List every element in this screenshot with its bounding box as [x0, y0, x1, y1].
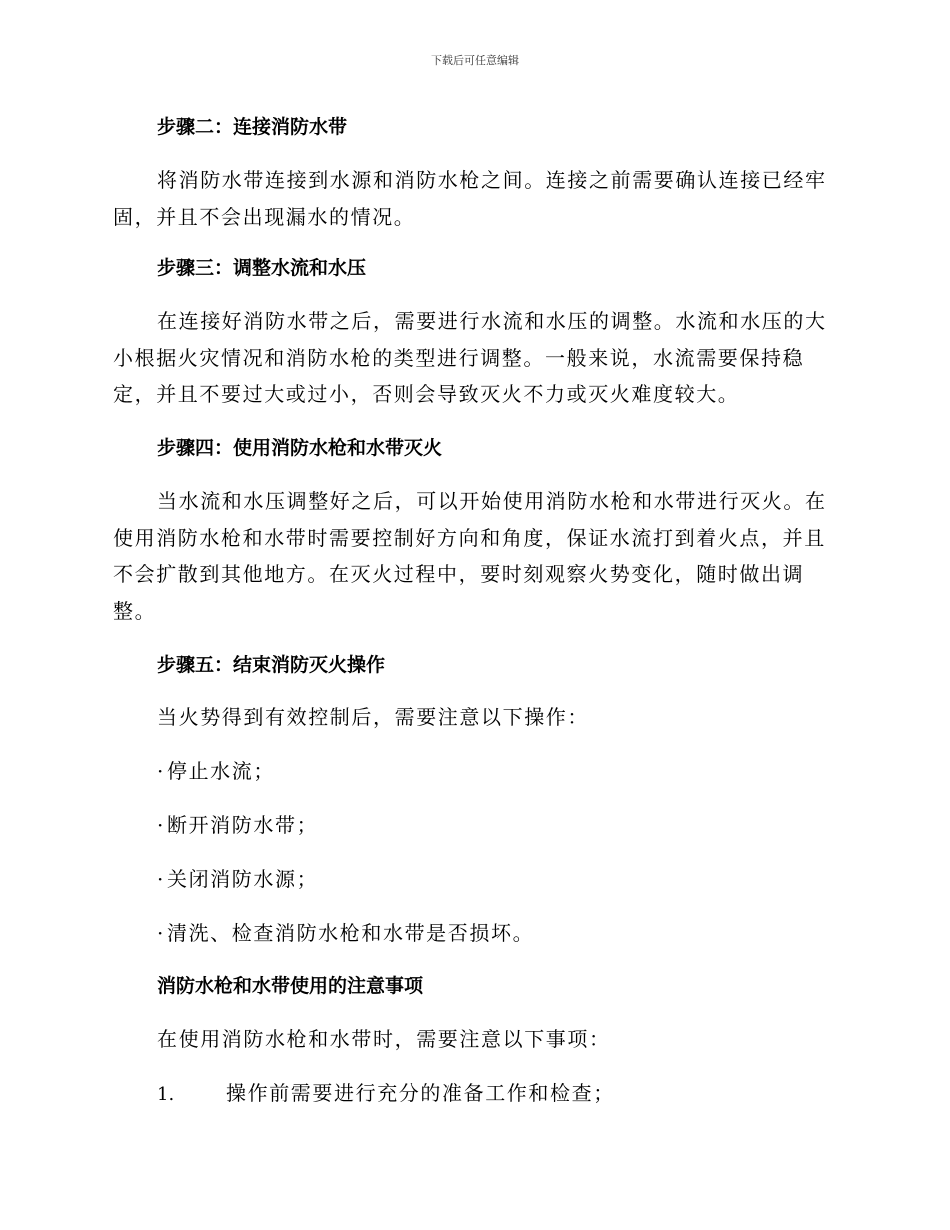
- page-header: 下载后可任意编辑: [431, 54, 519, 67]
- bullet-text: 断开消防水带；: [166, 813, 319, 837]
- list-item: [157, 920, 534, 946]
- step5-heading: 步骤五：结束消防灭火操作: [157, 654, 386, 676]
- list-item: [157, 812, 318, 838]
- bullet-dot: ·: [157, 921, 165, 945]
- notes-heading: 消防水枪和水带使用的注意事项: [157, 975, 424, 997]
- step2-paragraph: 将消防水带连接到水源和消防水枪之间。连接之前需要确认连接已经牢固，并且不会出现漏水的情况。: [113, 168, 827, 229]
- bullet-text: 停止水流；: [166, 759, 275, 783]
- bullet-text: 关闭消防水源；: [166, 867, 319, 891]
- step5-intro: 当火势得到有效控制后，需要注意以下操作：: [157, 705, 589, 729]
- step3-paragraph: 在连接好消防水带之后，需要进行水流和水压的调整。水流和水压的大小根据火灾情况和消防水枪的类型进行调整。一般来说，水流需要保持稳定，并且不要过大或过小，否则会导致灭火不力或灭火难度较大。: [113, 309, 827, 406]
- item-number: 1.: [157, 1084, 175, 1105]
- item-text: 操作前需要进行充分的准备工作和检查；: [226, 1081, 615, 1105]
- list-item: [157, 758, 275, 784]
- bullet-dot: ·: [157, 759, 165, 783]
- numbered-item: [157, 1080, 615, 1108]
- list-item: [157, 866, 318, 892]
- bullet-text: 清洗、检查消防水枪和水带是否损坏。: [166, 921, 535, 945]
- step4-heading: 步骤四：使用消防水枪和水带灭火: [157, 437, 443, 459]
- bullet-dot: ·: [157, 813, 165, 837]
- step3-heading: 步骤三：调整水流和水压: [157, 257, 367, 279]
- step4-paragraph: 当水流和水压调整好之后，可以开始使用消防水枪和水带进行灭火。在使用消防水枪和水带时需要控制好方向和角度，保证水流打到着火点，并且不会扩散到其他地方。在灭火过程中，要时刻观察火势变化，随时做出调整。: [113, 489, 827, 623]
- step2-heading: 步骤二：连接消防水带: [157, 116, 348, 138]
- notes-intro: 在使用消防水枪和水带时，需要注意以下事项：: [157, 1027, 611, 1051]
- bullet-dot: ·: [157, 867, 165, 891]
